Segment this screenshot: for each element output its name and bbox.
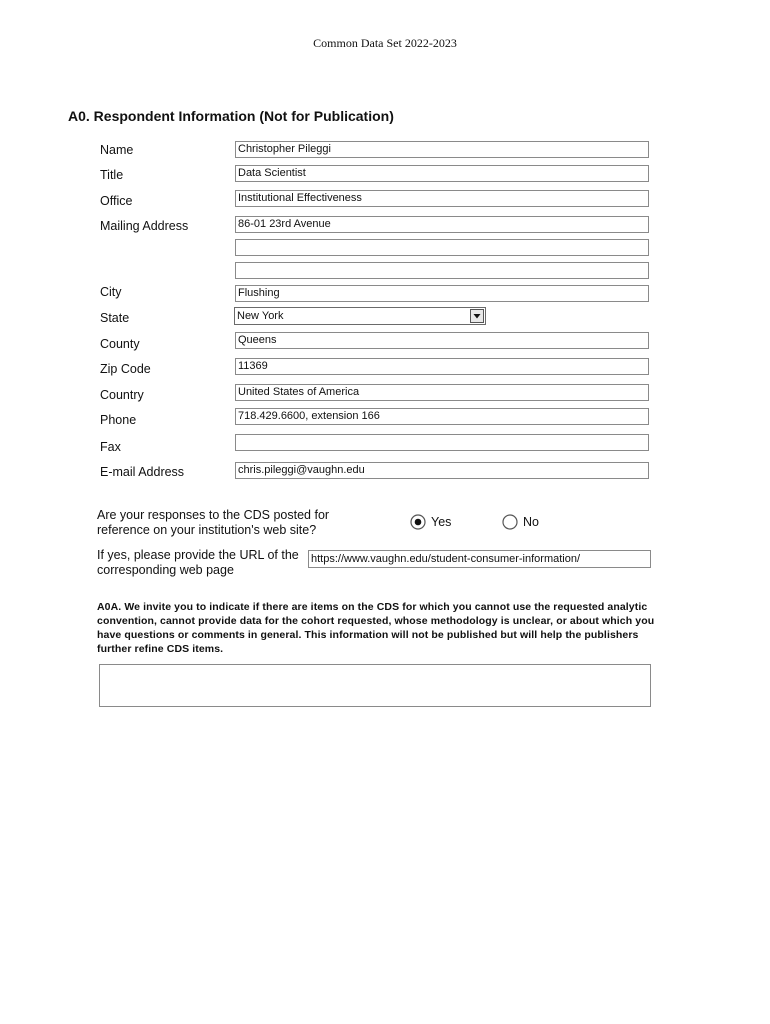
posted-question-line1: Are your responses to the CDS posted for xyxy=(97,508,330,522)
radio-selected-icon xyxy=(410,514,426,530)
section-title: A0. Respondent Information (Not for Publication) xyxy=(68,108,394,124)
mailing-address-line3-field[interactable] xyxy=(235,262,649,279)
state-selected-value: New York xyxy=(237,310,284,322)
posted-question xyxy=(97,508,329,538)
title-field[interactable]: Data Scientist xyxy=(235,165,649,182)
zip-code-label: Zip Code xyxy=(100,362,151,376)
county-field[interactable]: Queens xyxy=(235,332,649,349)
city-label: City xyxy=(100,285,122,299)
yes-radio-button[interactable] xyxy=(410,514,426,530)
a0a-instructions: A0A. We invite you to indicate if there are items on the CDS for which you cannot use the requested analytic convention, cannot provide data for the cohort requested, whose methodology is unclear, or about which you have questions or comments in general. This information will not be published but will help the publishers further refine CDS items. xyxy=(97,601,655,655)
posted-question-line2: reference on your institution's web site? xyxy=(97,523,317,537)
state-label: State xyxy=(100,311,130,325)
city-field[interactable]: Flushing xyxy=(235,285,649,302)
name-label: Name xyxy=(100,143,134,157)
office-field[interactable]: Institutional Effectiveness xyxy=(235,190,649,207)
country-label: Country xyxy=(100,388,144,402)
email-field[interactable]: chris.pileggi@vaughn.edu xyxy=(235,462,649,479)
phone-field[interactable]: 718.429.6600, extension 166 xyxy=(235,408,649,425)
url-question xyxy=(97,548,299,578)
url-field[interactable]: https://www.vaughn.edu/student-consumer-information/ xyxy=(308,550,651,568)
mailing-address-field[interactable]: 86-01 23rd Avenue xyxy=(235,216,649,233)
title-label: Title xyxy=(100,168,124,182)
no-radio-button[interactable] xyxy=(502,514,518,530)
phone-label: Phone xyxy=(100,413,137,427)
county-label: County xyxy=(100,337,140,351)
mailing-address-line2-field[interactable] xyxy=(235,239,649,256)
yes-radio-label: Yes xyxy=(431,515,452,529)
chevron-down-icon[interactable] xyxy=(470,309,484,323)
fax-label: Fax xyxy=(100,440,121,454)
zip-code-field[interactable]: 11369 xyxy=(235,358,649,375)
url-question-line2: corresponding web page xyxy=(97,563,234,577)
url-question-line1: If yes, please provide the URL of the xyxy=(97,548,299,562)
comments-textarea[interactable] xyxy=(99,664,651,707)
office-label: Office xyxy=(100,194,133,208)
mailing-address-label: Mailing Address xyxy=(100,219,189,233)
country-field[interactable]: United States of America xyxy=(235,384,649,401)
radio-unselected-icon xyxy=(502,514,518,530)
state-select[interactable] xyxy=(234,307,486,325)
fax-field[interactable] xyxy=(235,434,649,451)
name-field[interactable]: Christopher Pileggi xyxy=(235,141,649,158)
document-header-title: Common Data Set 2022-2023 xyxy=(313,36,457,50)
no-radio-label: No xyxy=(523,515,539,529)
email-label: E-mail Address xyxy=(100,465,185,479)
